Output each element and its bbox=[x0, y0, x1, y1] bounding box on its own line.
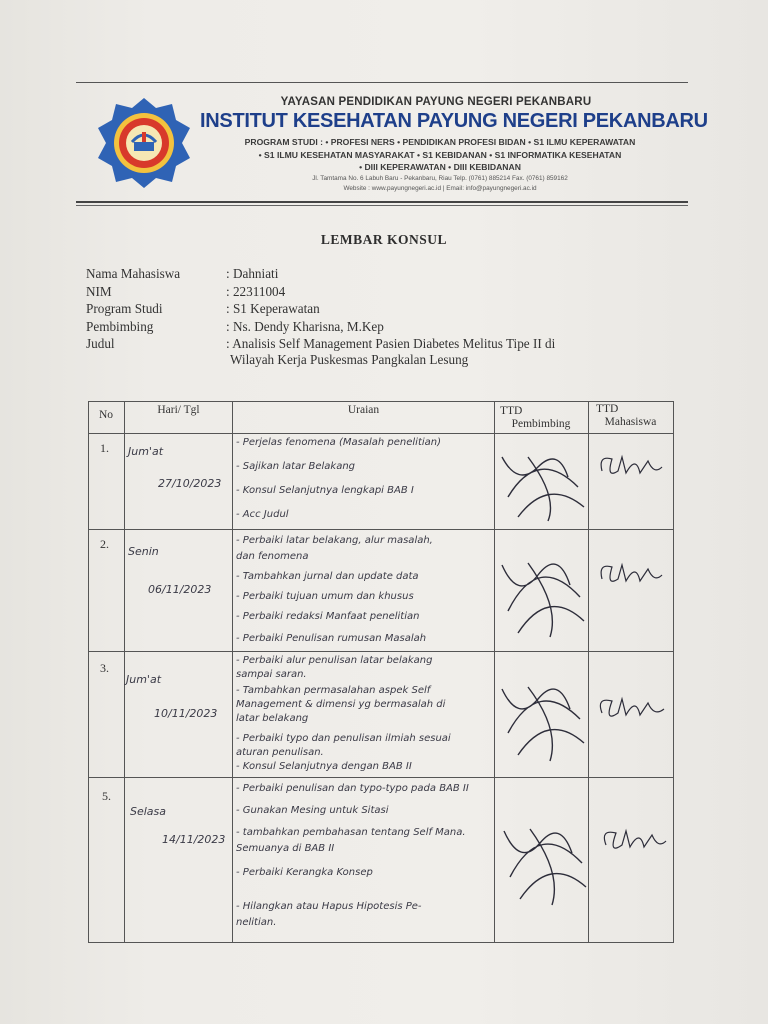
field-row bbox=[86, 318, 555, 336]
header-advisor-signature bbox=[494, 405, 588, 431]
advisor-signature-icon bbox=[498, 667, 586, 765]
row-date: 06/11/2023 bbox=[148, 583, 212, 596]
row-item: - Perbaiki tujuan umum dan khusus bbox=[236, 591, 414, 602]
header-rule-top bbox=[76, 82, 688, 83]
advisor-signature-icon bbox=[500, 809, 588, 909]
address-block bbox=[200, 174, 680, 194]
row-number: 1. bbox=[100, 441, 109, 455]
row-item: - Konsul Selanjutnya lengkapi BAB I bbox=[236, 485, 414, 496]
student-info bbox=[86, 265, 555, 353]
row-day: Selasa bbox=[130, 805, 167, 818]
institution-name: INSTITUT KESEHATAN PAYUNG NEGERI PEKANBARU bbox=[200, 110, 708, 132]
contact-line: Website : www.payungnegeri.ac.id | Email: info@payungnegeri.ac.id bbox=[343, 185, 537, 192]
row-item: - Acc Judul bbox=[236, 509, 289, 520]
field-label: NIM bbox=[86, 283, 112, 299]
row-day: Senin bbox=[128, 545, 159, 558]
header-student-signature bbox=[588, 403, 673, 429]
header-rule-bottom bbox=[76, 201, 688, 203]
row-item: - Perbaiki Penulisan rumusan Masalah bbox=[236, 633, 427, 644]
header-text: Mahasiswa bbox=[604, 416, 657, 428]
header-date: Hari/ Tgl bbox=[157, 404, 200, 416]
field-value: : Analisis Self Management Pasien Diabetes Melitus Tipe II di bbox=[226, 336, 556, 351]
form-title: LEMBAR KONSUL bbox=[320, 232, 448, 247]
field-value: : 22311004 bbox=[226, 283, 286, 299]
row-item: - Perbaiki typo dan penulisan ilmiah sesuai bbox=[236, 733, 451, 744]
row-day: Jum'at bbox=[126, 673, 162, 686]
row-item: - Sajikan latar Belakang bbox=[236, 461, 356, 472]
program-list bbox=[200, 136, 680, 174]
row-item: - Konsul Selanjutnya dengan BAB II bbox=[236, 761, 412, 772]
row-date: 27/10/2023 bbox=[158, 477, 222, 490]
program-line: • DIII KEPERAWATAN • DIII KEBIDANAN bbox=[359, 162, 521, 172]
row-number: 5. bbox=[102, 789, 111, 803]
field-value: : Ns. Dendy Kharisna, M.Kep bbox=[226, 318, 384, 334]
field-label: Program Studi bbox=[86, 301, 163, 316]
program-line: PROGRAM STUDI : • PROFESI NERS • PENDIDIKAN PROFESI BIDAN • S1 ILMU KEPERAWATAN bbox=[244, 137, 636, 147]
row-date: 14/11/2023 bbox=[162, 833, 226, 846]
thesis-title-continuation: Wilayah Kerja Puskesmas Pangkalan Lesung bbox=[230, 352, 469, 367]
student-signature-icon bbox=[596, 449, 666, 489]
advisor-signature-icon bbox=[498, 541, 586, 641]
row-item: latar belakang bbox=[236, 713, 309, 724]
field-value: : S1 Keperawatan bbox=[226, 301, 320, 316]
row-item: - Perbaiki latar belakang, alur masalah, bbox=[236, 535, 433, 546]
student-signature-icon bbox=[594, 691, 668, 731]
row-item: Semuanya di BAB II bbox=[236, 843, 335, 854]
row-item: nelitian. bbox=[236, 917, 277, 928]
row-item: - Hilangkan atau Hapus Hipotesis Pe- bbox=[236, 901, 422, 912]
header-description: Uraian bbox=[347, 404, 380, 416]
student-signature-icon bbox=[596, 557, 666, 597]
header-no: No bbox=[98, 409, 114, 421]
row-item: dan fenomena bbox=[236, 551, 309, 562]
field-row bbox=[86, 265, 555, 283]
row-number: 3. bbox=[100, 661, 109, 675]
row-date: 10/11/2023 bbox=[154, 707, 218, 720]
header-text: TTD bbox=[500, 405, 523, 417]
address-line: Jl. Tamtama No. 6 Labuh Baru - Pekanbaru, Riau Telp. (0761) 885214 Fax. (0761) 859162 bbox=[312, 175, 568, 182]
consultation-table bbox=[88, 401, 674, 943]
row-item: - Perjelas fenomena (Masalah penelitian) bbox=[236, 437, 442, 448]
row-item: Management & dimensi yg bermasalah di bbox=[236, 699, 446, 710]
row-item: - Perbaiki alur penulisan latar belakang bbox=[236, 655, 433, 666]
header-text: TTD bbox=[596, 403, 619, 415]
field-value: : Dahniati bbox=[226, 266, 279, 281]
header-rule-bottom-thin bbox=[76, 205, 688, 206]
row-item: - Tambahkan jurnal dan update data bbox=[236, 571, 419, 582]
program-line: • S1 ILMU KESEHATAN MASYARAKAT • S1 KEBIDANAN • S1 INFORMATIKA KESEHATAN bbox=[258, 149, 622, 160]
row-day: Jum'at bbox=[128, 445, 164, 458]
institution-logo-icon bbox=[96, 96, 192, 190]
row-item: aturan penulisan. bbox=[236, 747, 324, 758]
field-label: Nama Mahasiswa bbox=[86, 266, 181, 281]
student-signature-icon bbox=[598, 823, 670, 863]
field-row bbox=[86, 300, 555, 318]
field-label: Pembimbing bbox=[86, 318, 154, 334]
advisor-signature-icon bbox=[498, 437, 586, 523]
row-item: sampai saran. bbox=[236, 669, 307, 680]
header-text: Pembimbing bbox=[511, 418, 571, 430]
field-label: Judul bbox=[86, 336, 115, 351]
row-item: - Gunakan Mesing untuk Sitasi bbox=[236, 805, 389, 816]
row-number: 2. bbox=[100, 537, 109, 551]
row-item: - Perbaiki penulisan dan typo-typo pada BAB II bbox=[236, 783, 469, 794]
row-item: - Tambahkan permasalahan aspek Self bbox=[236, 685, 431, 696]
field-row bbox=[86, 283, 555, 301]
row-item: - Perbaiki redaksi Manfaat penelitian bbox=[236, 611, 420, 622]
row-item: - Perbaiki Kerangka Konsep bbox=[236, 867, 373, 878]
foundation-name: YAYASAN PENDIDIKAN PAYUNG NEGERI PEKANBARU bbox=[280, 96, 592, 108]
field-row bbox=[86, 335, 555, 353]
row-item: - tambahkan pembahasan tentang Self Mana. bbox=[236, 827, 466, 838]
